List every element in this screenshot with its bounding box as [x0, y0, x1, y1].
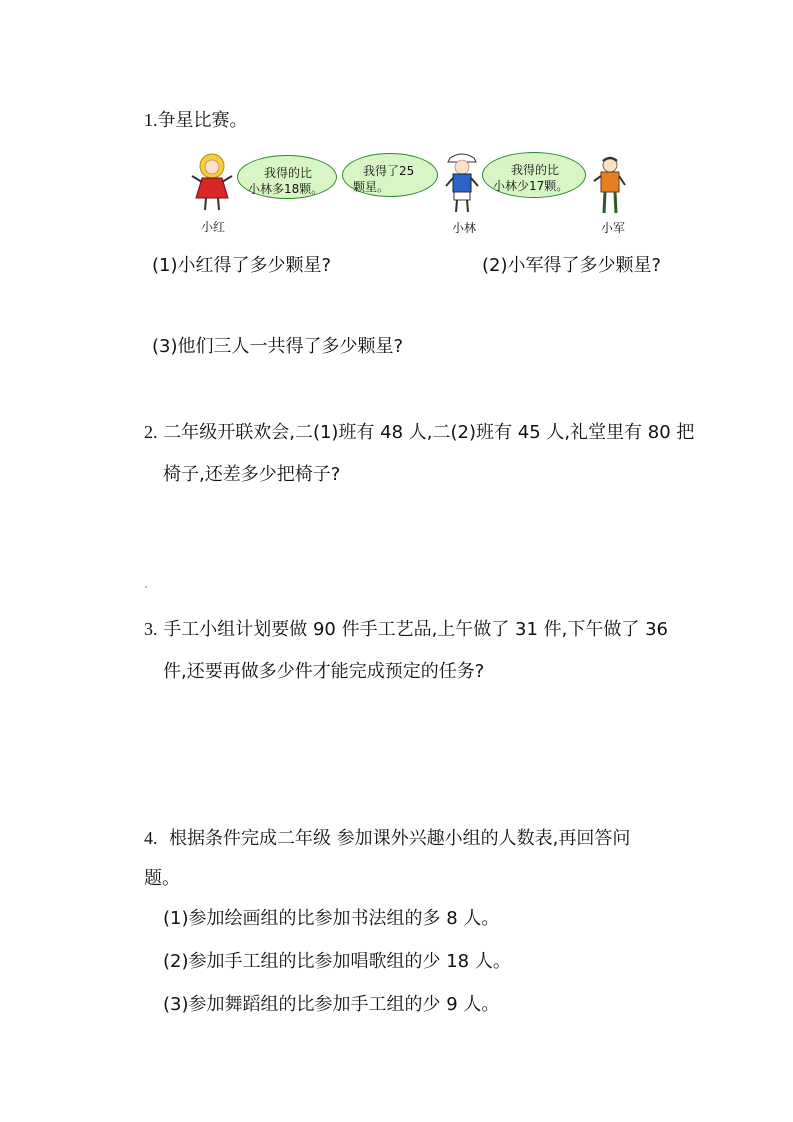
q4-number: 4. [144, 828, 158, 848]
q1-number: 1. [144, 110, 158, 130]
q1-heading [144, 108, 248, 133]
xiaojun-bubble-line2: 小林少17颗。 [493, 179, 569, 193]
q3-line2: 件,还要再做多少件才能完成预定的任务? [163, 661, 485, 682]
q4-line1 [144, 826, 630, 851]
xiaojun-figure-icon [592, 155, 628, 217]
xiaolin-bubble-line1: 我得了25 [363, 164, 415, 178]
name-xiaojun: 小军 [601, 221, 626, 235]
q2-line2: 椅子,还差多少把椅子? [163, 464, 341, 485]
xiaolin-figure-icon [444, 150, 480, 216]
xiaohong-figure-icon [188, 152, 236, 214]
xiaolin-speech-bubble [342, 153, 438, 197]
xiaojun-speech-bubble [482, 152, 586, 198]
q1-sub2: (2)小军得了多少颗星? [482, 255, 662, 276]
xiaojun-bubble-line1: 我得的比 [511, 163, 560, 177]
q1-sub3: (3)他们三人一共得了多少颗星? [152, 336, 404, 357]
q4-line2: 题。 [144, 868, 180, 889]
q2-line1 [144, 420, 694, 445]
xiaolin-bubble-line2: 颗星。 [353, 180, 390, 194]
q1-title: 争星比赛。 [157, 110, 248, 131]
q4-cond3: (3)参加舞蹈组的比参加手工组的少 9 人。 [163, 994, 500, 1015]
q3-number: 3. [144, 619, 158, 639]
stray-dot [145, 586, 147, 588]
q1-sub1: (1)小红得了多少颗星? [152, 255, 332, 276]
xiaohong-bubble-line1: 我得的比 [264, 166, 313, 180]
name-xiaolin: 小林 [452, 221, 477, 235]
xiaohong-bubble-line2: 小林多18颗。 [248, 182, 324, 196]
xiaohong-speech-bubble [237, 155, 337, 199]
q4-text-line1: 根据条件完成二年级 参加课外兴趣小组的人数表,再回答问 [168, 828, 631, 849]
q2-number: 2. [144, 422, 158, 442]
q3-text-line1: 手工小组计划要做 90 件手工艺品,上午做了 31 件,下午做了 36 [163, 619, 668, 640]
name-xiaohong: 小红 [201, 220, 226, 234]
q3-line1 [144, 617, 668, 642]
q4-cond2: (2)参加手工组的比参加唱歌组的少 18 人。 [163, 951, 511, 972]
q2-text-line1: 二年级开联欢会,二(1)班有 48 人,二(2)班有 45 人,礼堂里有 80 把 [163, 422, 695, 443]
q4-cond1: (1)参加绘画组的比参加书法组的多 8 人。 [163, 908, 500, 929]
